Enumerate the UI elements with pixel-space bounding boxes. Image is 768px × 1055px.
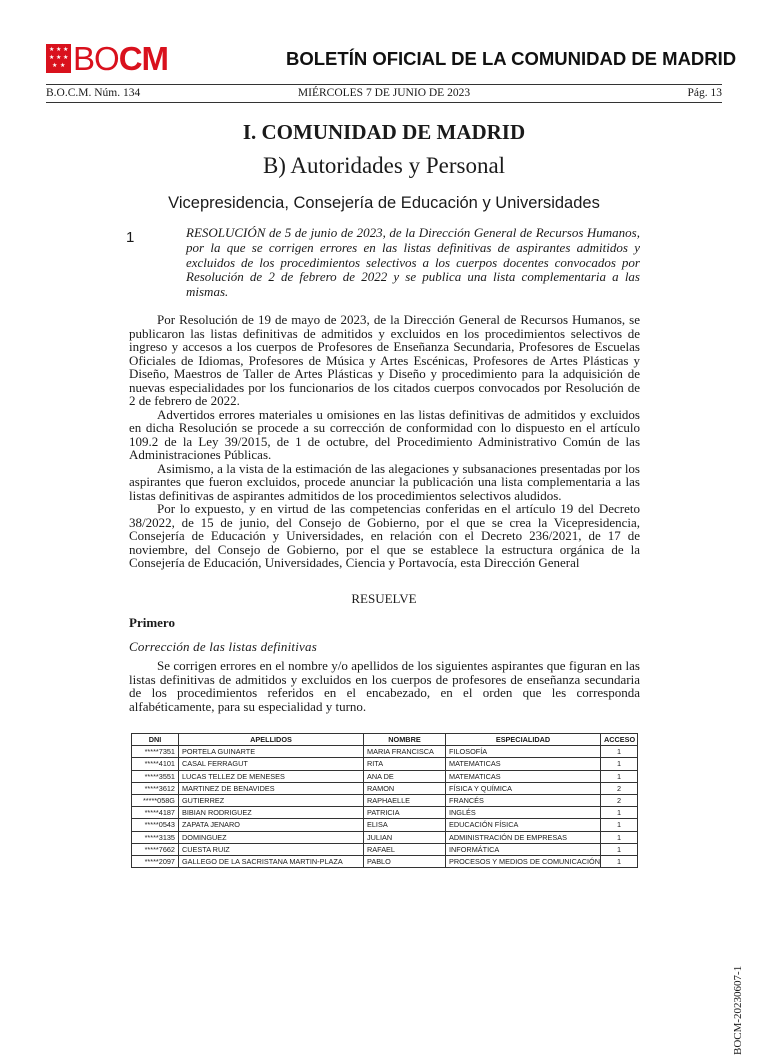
cell-apellidos: DOMINGUEZ	[179, 831, 364, 843]
cell-especialidad: MATEMATICAS	[446, 770, 601, 782]
col-acceso: ACCESO	[601, 734, 638, 746]
cell-especialidad: PROCESOS Y MEDIOS DE COMUNICACIÓN	[446, 855, 601, 867]
col-dni: DNI	[132, 734, 179, 746]
resuelve-heading: RESUELVE	[351, 591, 417, 606]
madrid-stars-icon: ★ ★ ★ ★ ★ ★ ★ ★	[46, 44, 71, 73]
cell-nombre: ANA DE	[364, 770, 446, 782]
cell-nombre: RAPHAELLE	[364, 794, 446, 806]
section-subtitle: B) Autoridades y Personal	[262, 153, 506, 178]
table-row	[132, 782, 638, 794]
cell-especialidad: INGLÉS	[446, 807, 601, 819]
cell-nombre: RITA	[364, 758, 446, 770]
ministry-name: Vicepresidencia, Consejería de Educación y Universidades	[168, 194, 600, 212]
logo-wordmark: BOCM	[73, 40, 169, 77]
primero-heading: Primero	[129, 615, 175, 630]
table-header-row	[132, 734, 638, 746]
cell-nombre: PABLO	[364, 855, 446, 867]
cell-especialidad: FRANCÉS	[446, 794, 601, 806]
col-apellidos: APELLIDOS	[179, 734, 364, 746]
issue-number: B.O.C.M. Núm. 134	[46, 87, 141, 99]
cell-apellidos: MARTINEZ DE BENAVIDES	[179, 782, 364, 794]
side-code: BOCM-20230607-1	[732, 965, 744, 1055]
cell-apellidos: PORTELA GUINARTE	[179, 746, 364, 758]
cell-dni: *****4187	[132, 807, 179, 819]
cell-nombre: PATRICIA	[364, 807, 446, 819]
table-row	[132, 855, 638, 867]
entry-abstract: RESOLUCIÓN de 5 de junio de 2023, de la Dirección General de Recursos Humanos, por la que se corrigen errores en las listas definitivas de aspirantes admitidos y excluidos de los procedimientos selectivos a los cuerpos docentes convocados por Resolución de 2 de febrero de 2022 y se publica una lista complementaria a las mismas.	[186, 225, 640, 300]
cell-dni: *****7351	[132, 746, 179, 758]
cell-dni: *****4101	[132, 758, 179, 770]
cell-dni: *****3135	[132, 831, 179, 843]
cell-acceso: 1	[601, 843, 638, 855]
cell-especialidad: ADMINISTRACIÓN DE EMPRESAS	[446, 831, 601, 843]
cell-apellidos: ZAPATA JENARO	[179, 819, 364, 831]
intro-paragraph: Se corrigen errores en el nombre y/o apellidos de los siguientes aspirantes que figuran en las listas definitivas de admitidos y excluidos en los cuerpos de profesores de enseñanza secundaria de los procedimientos referidos en el encabezado, en el orden que les corresponda alfabéticamente, para su especialidad y turno.	[129, 658, 640, 714]
cell-apellidos: BIBIAN RODRIGUEZ	[179, 807, 364, 819]
cell-acceso: 1	[601, 807, 638, 819]
cell-apellidos: CUESTA RUIZ	[179, 843, 364, 855]
header-bottom-rule	[46, 102, 722, 103]
cell-especialidad: EDUCACIÓN FÍSICA	[446, 819, 601, 831]
table-row	[132, 843, 638, 855]
cell-nombre: ELISA	[364, 819, 446, 831]
cell-acceso: 1	[601, 855, 638, 867]
col-nombre: NOMBRE	[364, 734, 446, 746]
cell-apellidos: GALLEGO DE LA SACRISTANA MARTIN-PLAZA	[179, 855, 364, 867]
cell-especialidad: FILOSOFÍA	[446, 746, 601, 758]
cell-acceso: 1	[601, 831, 638, 843]
header-info-row	[46, 87, 722, 99]
journal-title: BOLETÍN OFICIAL DE LA COMUNIDAD DE MADRID	[286, 48, 737, 69]
bocm-logo	[46, 42, 168, 75]
table-row	[132, 758, 638, 770]
paragraph-3: Asimismo, a la vista de la estimación de las alegaciones y subsanaciones presentadas por los aspirantes que fueron excluidos, procede anunciar la publicación una lista complementaria a las listas definitivas de aspirantes admitidos de los procedimientos selectivos aludidos.	[129, 460, 640, 503]
cell-dni: *****3612	[132, 782, 179, 794]
cell-especialidad: FÍSICA Y QUÍMICA	[446, 782, 601, 794]
cell-especialidad: INFORMÁTICA	[446, 843, 601, 855]
table-row	[132, 819, 638, 831]
cell-nombre: RAFAEL	[364, 843, 446, 855]
cell-apellidos: CASAL FERRAGUT	[179, 758, 364, 770]
cell-nombre: MARIA FRANCISCA	[364, 746, 446, 758]
cell-dni: *****2097	[132, 855, 179, 867]
paragraph-1: Por Resolución de 19 de mayo de 2023, de la Dirección General de Recursos Humanos, se publicaron las listas definitivas de admitidos y excluidos en los procedimientos selectivos de ingreso y accesos a los cuerpos de Profesores de Enseñanza Secundaria, Profesores de Escuelas Oficiales de Idiomas, Profesores de Música y Artes Escénicas, Profesores de Artes Plásticas y Diseño, Maestros de Taller de Artes Plásticas y Diseño y procedimiento para la adquisición de nuevas especialidades por los funcionarios de los citados cuerpos convocados por Resolución de 2 de febrero de 2022.	[129, 312, 640, 408]
cell-acceso: 1	[601, 819, 638, 831]
body-text	[129, 313, 640, 570]
cell-acceso: 1	[601, 770, 638, 782]
cell-apellidos: LUCAS TELLEZ DE MENESES	[179, 770, 364, 782]
entry-number: 1	[126, 229, 135, 246]
cell-dni: *****7662	[132, 843, 179, 855]
table-row	[132, 807, 638, 819]
issue-date: MIÉRCOLES 7 DE JUNIO DE 2023	[297, 87, 471, 99]
paragraph-2: Advertidos errores materiales u omisiones en las listas definitivas de admitidos y excluidos en dicha Resolución se procede a su corrección de conformidad con lo dispuesto en el artículo 109.2 de la Ley 39/2015, de 1 de octubre, del Procedimiento Administrativo Común de las Administraciones Públicas.	[129, 406, 640, 462]
cell-acceso: 1	[601, 758, 638, 770]
table-row	[132, 746, 638, 758]
cell-acceso: 2	[601, 782, 638, 794]
section-title: I. COMUNIDAD DE MADRID	[242, 120, 526, 144]
cell-acceso: 1	[601, 746, 638, 758]
cell-dni: *****0543	[132, 819, 179, 831]
correccion-subheading: Corrección de las listas definitivas	[129, 639, 317, 654]
cell-especialidad: MATEMATICAS	[446, 758, 601, 770]
table-row	[132, 770, 638, 782]
corrections-table	[131, 733, 638, 868]
cell-apellidos: GUTIERREZ	[179, 794, 364, 806]
paragraph-4: Por lo expuesto, y en virtud de las competencias conferidas en el artículo 19 del Decreto 38/2022, de 15 de junio, del Consejo de Gobierno, por el que se crea la Vicepresidencia, Consejería de Educación y Universidades, en relación con el Decreto 236/2021, de 17 de noviembre, del Consejo de Gobierno, por el que se establece la estructura orgánica de la Consejería de Educación, Universidades, Ciencia y Portavocía, esta Dirección General	[129, 501, 640, 570]
cell-acceso: 2	[601, 794, 638, 806]
header-top-rule	[46, 84, 722, 85]
side-code-wrap	[732, 955, 746, 1055]
cell-dni: *****3551	[132, 770, 179, 782]
table-row	[132, 831, 638, 843]
page-number: Pág. 13	[687, 87, 722, 99]
cell-nombre: JULIAN	[364, 831, 446, 843]
table-row	[132, 794, 638, 806]
cell-nombre: RAMON	[364, 782, 446, 794]
col-especialidad: ESPECIALIDAD	[446, 734, 601, 746]
cell-dni: *****058G	[132, 794, 179, 806]
